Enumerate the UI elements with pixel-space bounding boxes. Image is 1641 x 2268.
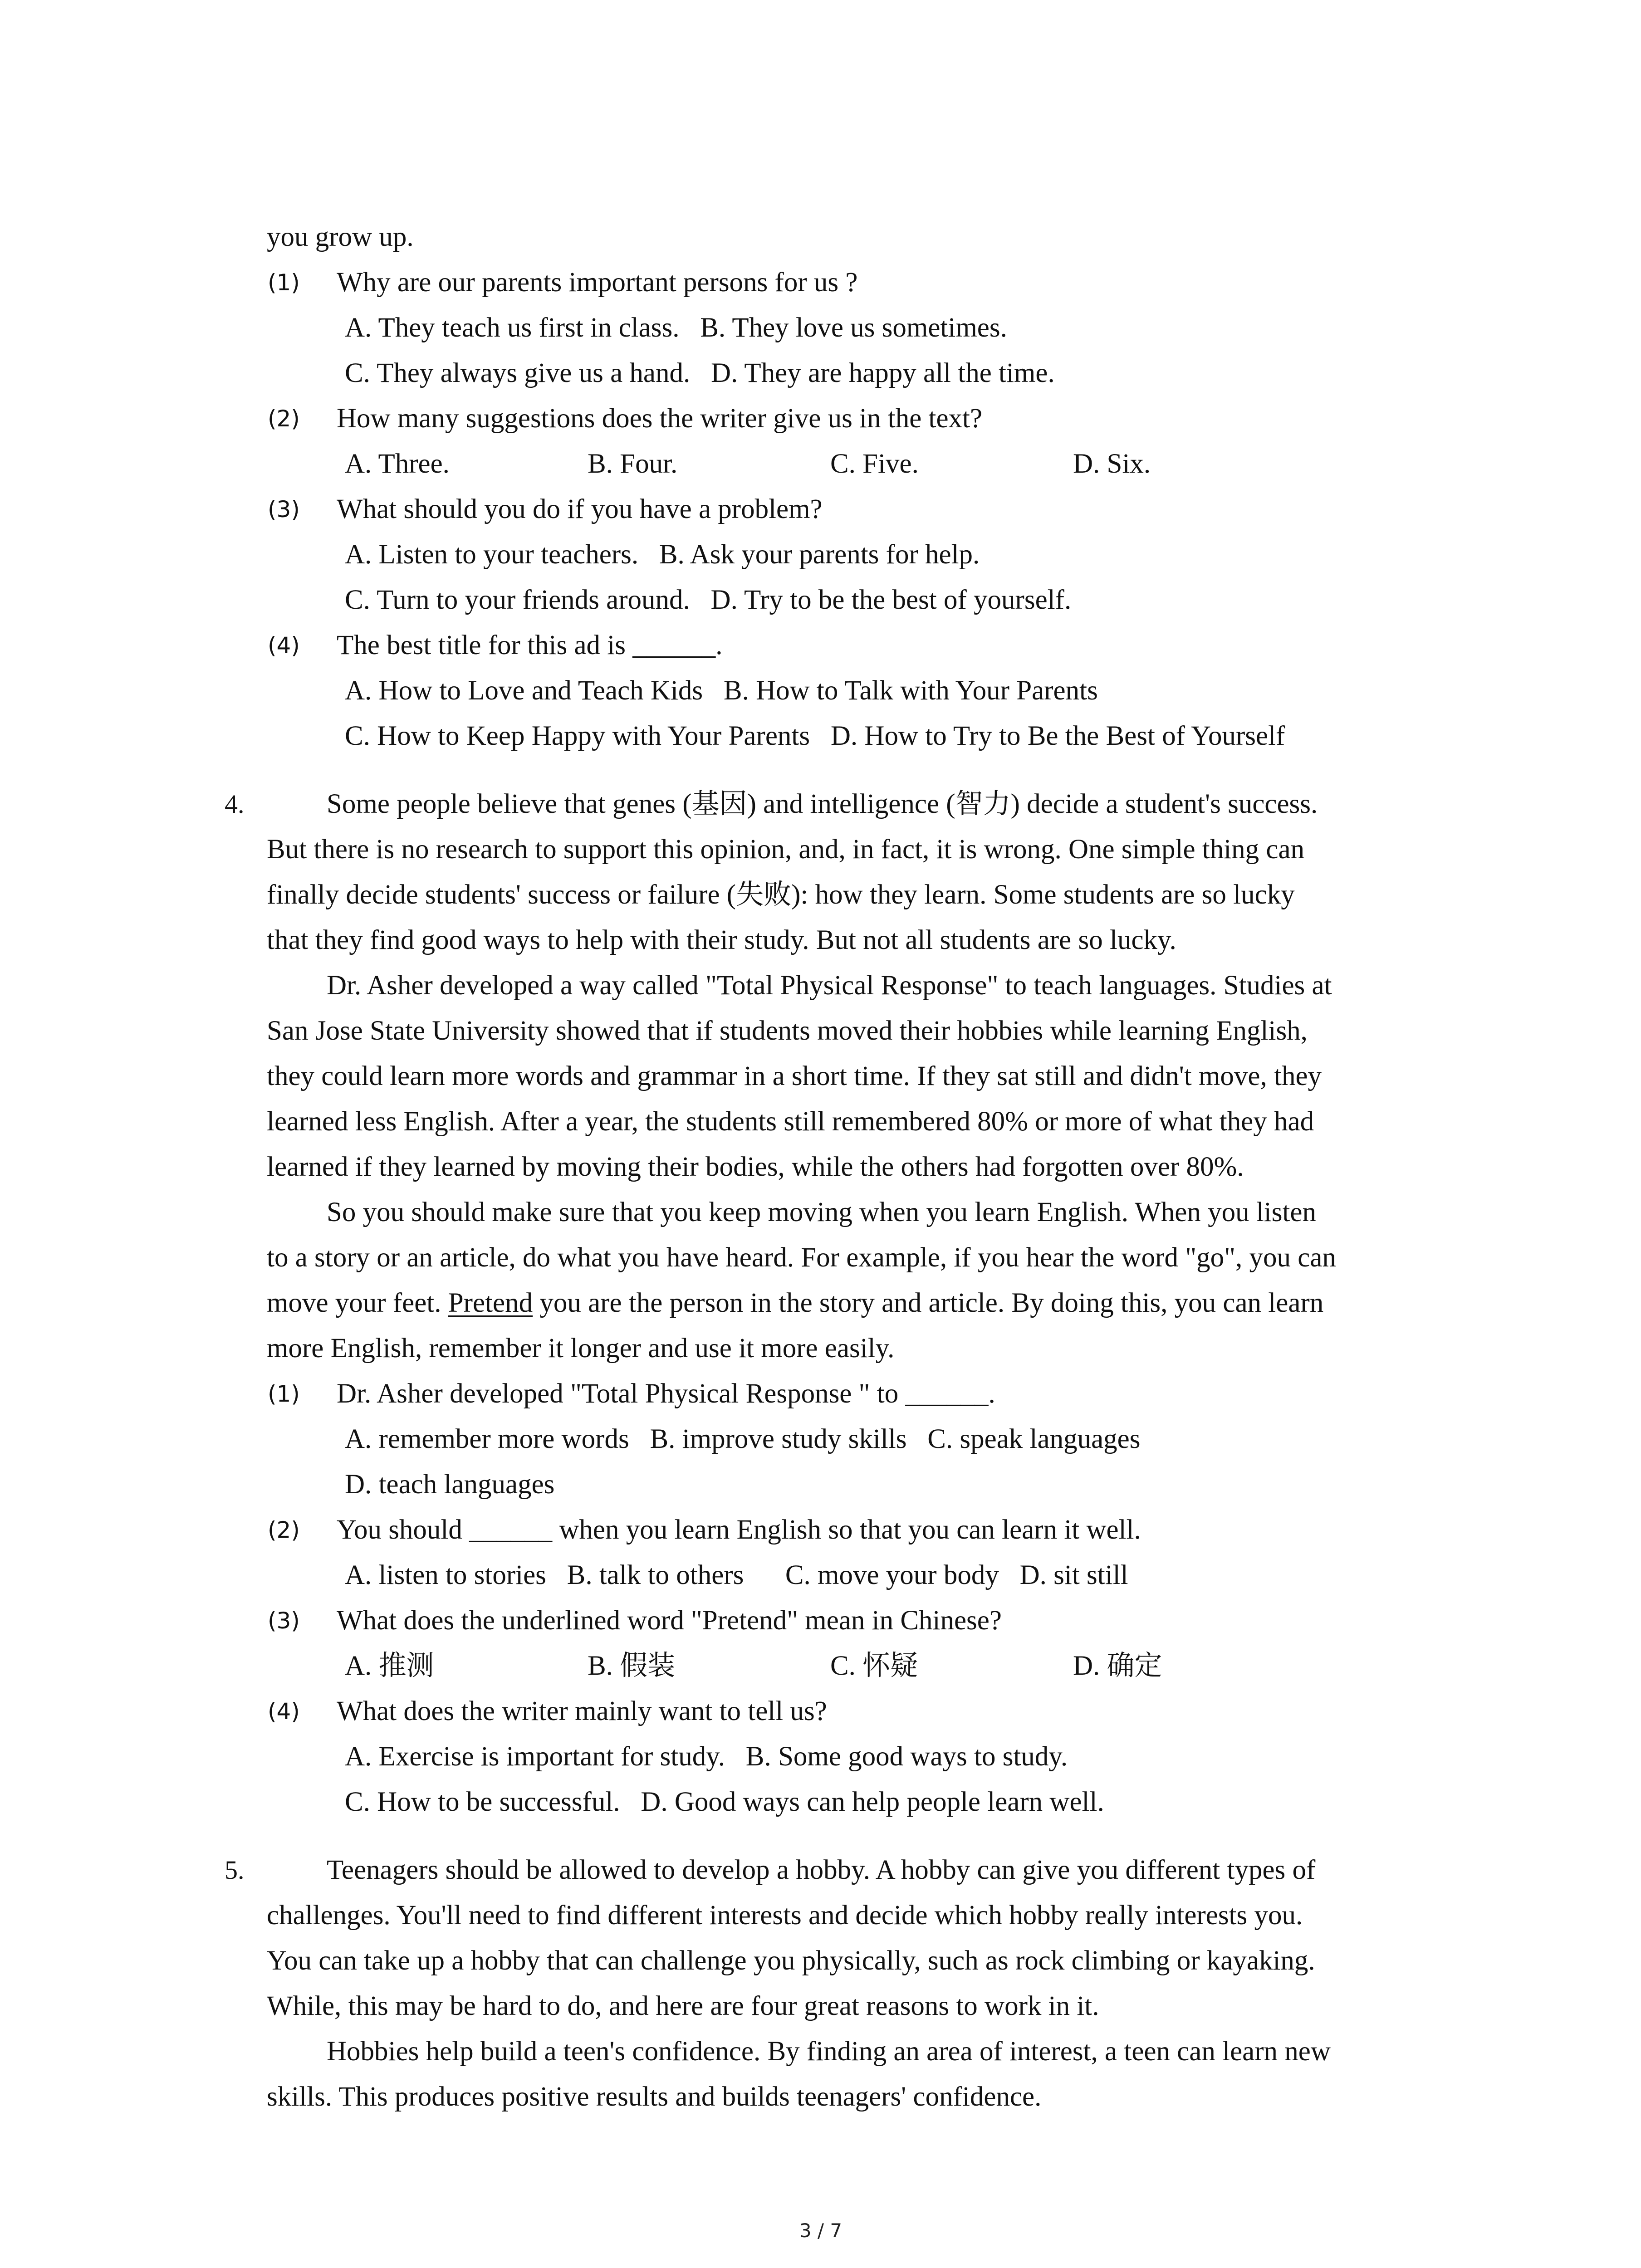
passage-4-line-12-end: you are the person in the story and article. By doing this, you can learn xyxy=(533,1288,1324,1318)
question-4-4-options-ab: A. Exercise is important for study. B. Some good ways to study. xyxy=(345,1741,1068,1772)
question-3-1-options-cd: C. They always give us a hand. D. They are happy all the time. xyxy=(345,358,1055,388)
passage-3-last-line: you grow up. xyxy=(267,222,414,252)
passage-4-line-9: learned if they learned by moving their bodies, while the others had forgotten over 80%. xyxy=(267,1152,1244,1182)
question-4-3-number: (3) xyxy=(268,1608,300,1634)
question-4-2-text: You should ______ when you learn English so that you can learn it well. xyxy=(337,1515,1141,1545)
question-3-4-options-ab: A. How to Love and Teach Kids B. How to Talk with Your Parents xyxy=(345,675,1098,706)
question-4-3-option-a: A. 推测 xyxy=(345,1651,434,1681)
question-4-1-options-abc: A. remember more words B. improve study skills C. speak languages xyxy=(345,1424,1141,1454)
question-3-2-number: (2) xyxy=(268,406,300,432)
underlined-word-pretend: Pretend xyxy=(448,1288,533,1318)
question-3-1-options-ab: A. They teach us first in class. B. They love us sometimes. xyxy=(345,313,1007,343)
passage-4-line-2: But there is no research to support this opinion, and, in fact, it is wrong. One simple thing can xyxy=(267,834,1305,865)
question-4-1-text: Dr. Asher developed "Total Physical Response " to ______. xyxy=(337,1378,995,1409)
passage-4-line-10: So you should make sure that you keep moving when you learn English. When you listen xyxy=(327,1197,1316,1227)
passage-4-line-4: that they find good ways to help with their study. But not all students are so lucky. xyxy=(267,925,1176,955)
question-4-4-text: What does the writer mainly want to tell us? xyxy=(337,1696,827,1726)
question-4-4-options-cd: C. How to be successful. D. Good ways can help people learn well. xyxy=(345,1787,1104,1817)
question-3-2-option-d: D. Six. xyxy=(1073,449,1151,479)
passage-4-line-7: they could learn more words and grammar in a short time. If they sat still and didn't move, they xyxy=(267,1061,1322,1091)
question-4-3-text: What does the underlined word "Pretend" mean in Chinese? xyxy=(337,1605,1002,1636)
question-3-1-number: (1) xyxy=(268,269,300,296)
question-3-2-text: How many suggestions does the writer give us in the text? xyxy=(337,403,983,434)
question-3-2-option-a: A. Three. xyxy=(345,449,450,479)
question-4-3-option-b: B. 假装 xyxy=(588,1651,676,1681)
passage-4-line-8: learned less English. After a year, the students still remembered 80% or more of what they had xyxy=(267,1106,1314,1137)
question-3-2-option-c: C. Five. xyxy=(830,449,919,479)
passage-4-line-6: San Jose State University showed that if students moved their hobbies while learning English, xyxy=(267,1016,1308,1046)
question-4-3-option-c: C. 怀疑 xyxy=(830,1651,918,1681)
page-number: 3 / 7 xyxy=(799,2219,843,2242)
passage-5-line-2: challenges. You'll need to find different interests and decide which hobby really interests you. xyxy=(267,1900,1303,1931)
passage-4-line-13: more English, remember it longer and use it more easily. xyxy=(267,1333,895,1364)
passage-5-line-4: While, this may be hard to do, and here are four great reasons to work in it. xyxy=(267,1991,1099,2021)
passage-4-line-5: Dr. Asher developed a way called "Total Physical Response" to teach languages. Studies at xyxy=(327,970,1332,1001)
question-3-1-text: Why are our parents important persons for us ? xyxy=(337,267,858,298)
question-3-2-option-b: B. Four. xyxy=(588,449,678,479)
question-3-4-number: (4) xyxy=(268,632,300,659)
question-3-3-options-cd: C. Turn to your friends around. D. Try to be the best of yourself. xyxy=(345,585,1072,615)
passage-4-line-12-start: move your feet. xyxy=(267,1288,448,1318)
question-4-1-number: (1) xyxy=(268,1381,300,1407)
question-3-4-options-cd: C. How to Keep Happy with Your Parents D. How to Try to Be the Best of Yourself xyxy=(345,721,1285,751)
passage-5-number: 5. xyxy=(225,1855,245,1885)
question-4-4-number: (4) xyxy=(268,1698,300,1725)
question-4-3-option-d: D. 确定 xyxy=(1073,1651,1162,1681)
passage-5-line-6: skills. This produces positive results and builds teenagers' confidence. xyxy=(267,2082,1042,2112)
question-4-1-option-d: D. teach languages xyxy=(345,1469,555,1500)
passage-4-line-12 xyxy=(267,1285,1323,1321)
passage-4-number: 4. xyxy=(225,789,245,819)
passage-4-line-11: to a story or an article, do what you have heard. For example, if you hear the word "go", you can xyxy=(267,1242,1336,1273)
passage-5-line-3: You can take up a hobby that can challenge you physically, such as rock climbing or kayaking. xyxy=(267,1945,1315,1976)
passage-4-line-1: Some people believe that genes (基因) and intelligence (智力) decide a student's success. xyxy=(327,789,1318,819)
question-3-3-text: What should you do if you have a problem? xyxy=(337,494,823,524)
question-3-3-options-ab: A. Listen to your teachers. B. Ask your parents for help. xyxy=(345,539,980,570)
question-3-4-text: The best title for this ad is ______. xyxy=(337,630,723,660)
passage-4-line-3: finally decide students' success or failure (失败): how they learn. Some students are so lucky xyxy=(267,880,1295,910)
question-3-3-number: (3) xyxy=(268,496,300,523)
question-4-2-number: (2) xyxy=(268,1517,300,1543)
passage-5-line-5: Hobbies help build a teen's confidence. By finding an area of interest, a teen can learn new xyxy=(327,2036,1331,2067)
passage-5-line-1: Teenagers should be allowed to develop a hobby. A hobby can give you different types of xyxy=(327,1855,1316,1885)
question-4-2-options: A. listen to stories B. talk to others C. move your body D. sit still xyxy=(345,1560,1128,1590)
